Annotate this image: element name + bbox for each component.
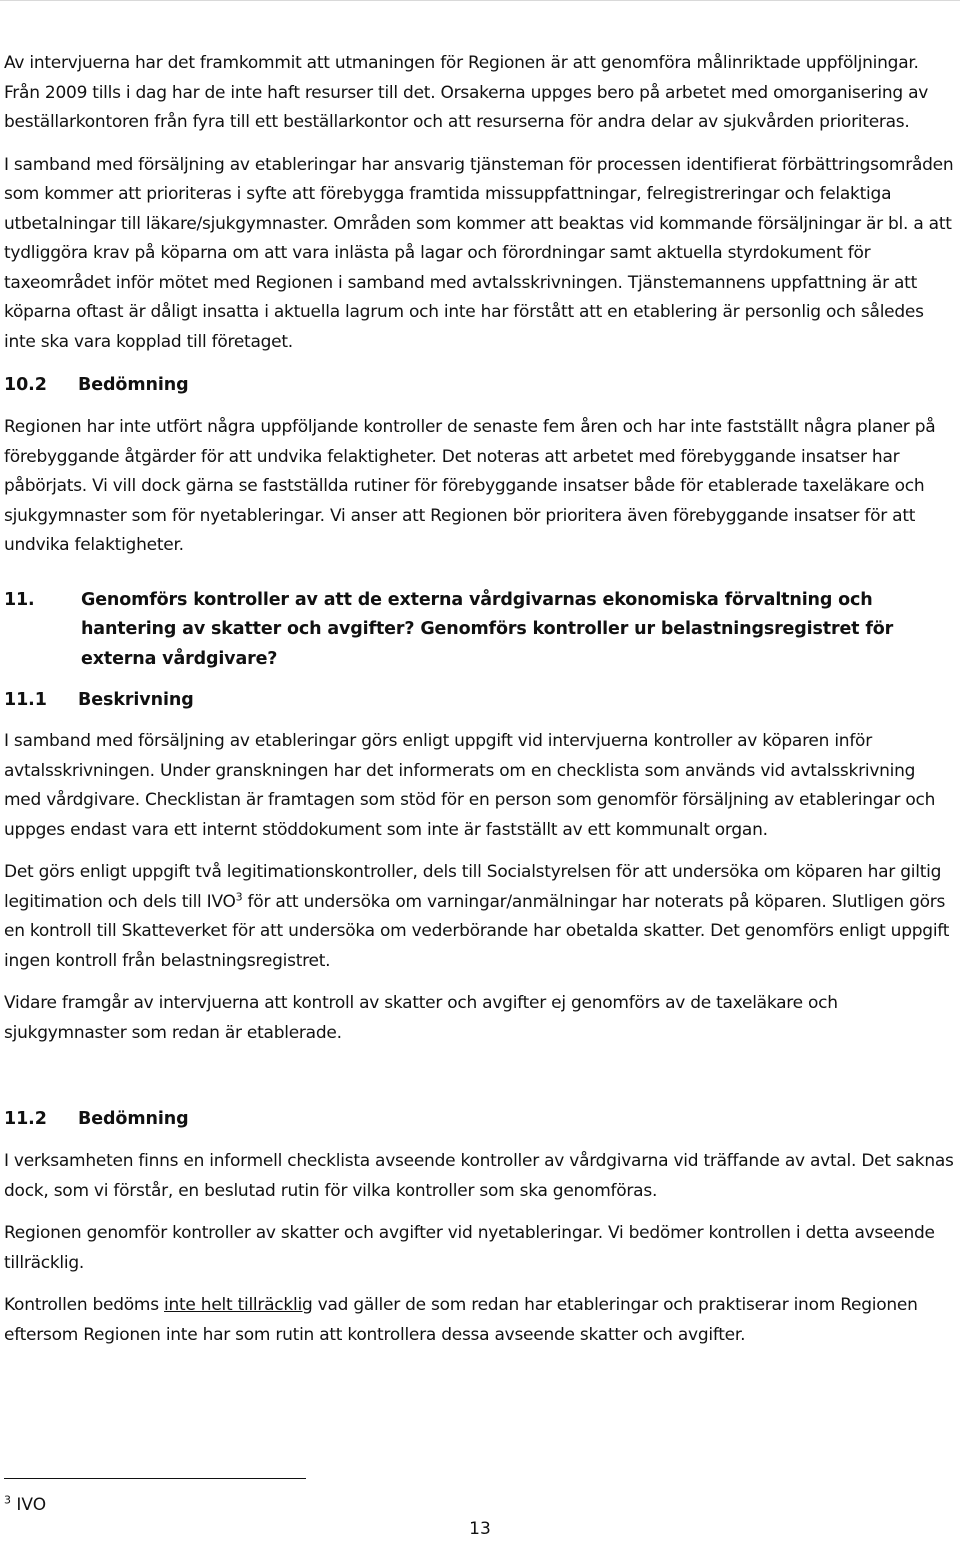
top-border xyxy=(0,0,960,1)
heading-11 xyxy=(4,586,956,675)
paragraph-5-text-b: för att undersöka om varningar/anmälningar har noterats på köparen. Slutligen görs en kontroll till Skatteverket för att undersöka om vederbörande har obetalda skatter. Det genomförs enligt uppgift ingen kontroll från belastningsregistret. xyxy=(4,891,950,971)
document-body xyxy=(4,49,956,1350)
page-number xyxy=(0,1517,960,1541)
footnote-reference[interactable]: 3 xyxy=(235,889,243,903)
paragraph-4: I samband med försäljning av etableringar görs enligt uppgift vid intervjuerna kontroller av köparen inför avtalsskrivningen. Under granskningen har det informerats om en checklista som används vid avtalsskrivning med vårdgivare. Checklistan är framtagen som stöd för en person som genomför försäljning av etableringar och uppges endast vara ett internt stöddokument som inte är fastställt av ett kommunalt organ. xyxy=(4,731,936,840)
heading-10-2 xyxy=(4,371,956,399)
heading-11-1 xyxy=(4,686,956,714)
heading-number: 10.2 xyxy=(4,375,47,395)
heading-number: 11.1 xyxy=(4,690,47,710)
paragraph-2: I samband med försäljning av etableringar har ansvarig tjänsteman för processen identifierat förbättringsområden som kommer att prioriteras i syfte att förebygga framtida missuppfattningar, felregistreringar och felaktiga utbetalningar till läkare/sjukgymnaster. Områden som kommer att beaktas vid kommande försäljningar är bl. a att tydliggöra krav på köparna om att vara inlästa på lagar och förordningar samt aktuella styrdokument för taxeområdet inför mötet med Regionen i samband med avtalsskrivningen. Tjänstemannens uppfattning är att köparna oftast är dåligt insatta i aktuella lagrum och inte har förstått att en etablering är personlig och således inte ska vara kopplad till företaget. xyxy=(4,154,954,352)
heading-number: 11. xyxy=(4,589,35,610)
paragraph-9 xyxy=(4,1291,956,1350)
paragraph-5-text-a: Det görs enligt uppgift två legitimationskontroller, dels till Socialstyrelsen för att undersöka om köparen har giltig legitimation och dels till IVO xyxy=(4,862,942,912)
underlined-phrase: inte helt tillräcklig xyxy=(164,1295,313,1315)
footnote-text: IVO xyxy=(16,1495,47,1515)
paragraph-9-text-b: vad gäller de som redan har etableringar och praktiserar inom Regionen eftersom Regionen inte har som rutin att kontrollera dessa avseende skatter och avgifter. xyxy=(4,1295,918,1345)
paragraph-7: I verksamheten finns en informell checklista avseende kontroller av vårdgivarna vid träffande av avtal. Det saknas dock, som vi förstår, en beslutad rutin för vilka kontroller som ska genomföras. xyxy=(4,1151,954,1201)
heading-title: Bedömning xyxy=(78,1109,189,1129)
heading-title: Beskrivning xyxy=(78,690,194,710)
page-number-text: 13 xyxy=(469,1519,491,1539)
heading-title: Bedömning xyxy=(78,375,189,395)
footnote-number: 3 xyxy=(4,1493,11,1507)
heading-title: Genomförs kontroller av att de externa vårdgivarnas ekonomiska förvaltning och hantering av skatter och avgifter? Genomförs kontroller ur belastningsregistret för externa vårdgivare? xyxy=(81,589,894,669)
footnote-separator xyxy=(4,1478,306,1479)
paragraph-6: Vidare framgår av intervjuerna att kontroll av skatter och avgifter ej genomförs av de taxeläkare och sjukgymnaster som redan är etablerade. xyxy=(4,993,838,1043)
heading-number: 11.2 xyxy=(4,1109,47,1129)
heading-11-2 xyxy=(4,1105,956,1133)
footnote xyxy=(4,1493,46,1517)
paragraph-3: Regionen har inte utfört några uppföljande kontroller de senaste fem åren och har inte fastställt några planer på förebyggande åtgärder för att undvika felaktigheter. Det noteras att arbetet med förebyggande insatser har påbörjats. Vi vill dock gärna se fastställda rutiner för förebyggande insatser både för etablerade taxeläkare och sjukgymnaster som för nyetableringar. Vi anser att Regionen bör prioritera även förebyggande insatser för att undvika felaktigheter. xyxy=(4,417,936,555)
paragraph-9-text-a: Kontrollen bedöms xyxy=(4,1295,165,1315)
paragraph-8: Regionen genomför kontroller av skatter och avgifter vid nyetableringar. Vi bedömer kontrollen i detta avseende tillräcklig. xyxy=(4,1223,935,1273)
paragraph-5 xyxy=(4,858,956,976)
paragraph-1: Av intervjuerna har det framkommit att utmaningen för Regionen är att genomföra målinriktade uppföljningar. Från 2009 tills i dag har de inte haft resurser till det. Orsakerna uppges bero på arbetet med omorganisering av beställarkontoren från fyra till ett beställarkontor och att resurserna för andra delar av sjukvården prioriteras. xyxy=(4,53,929,132)
